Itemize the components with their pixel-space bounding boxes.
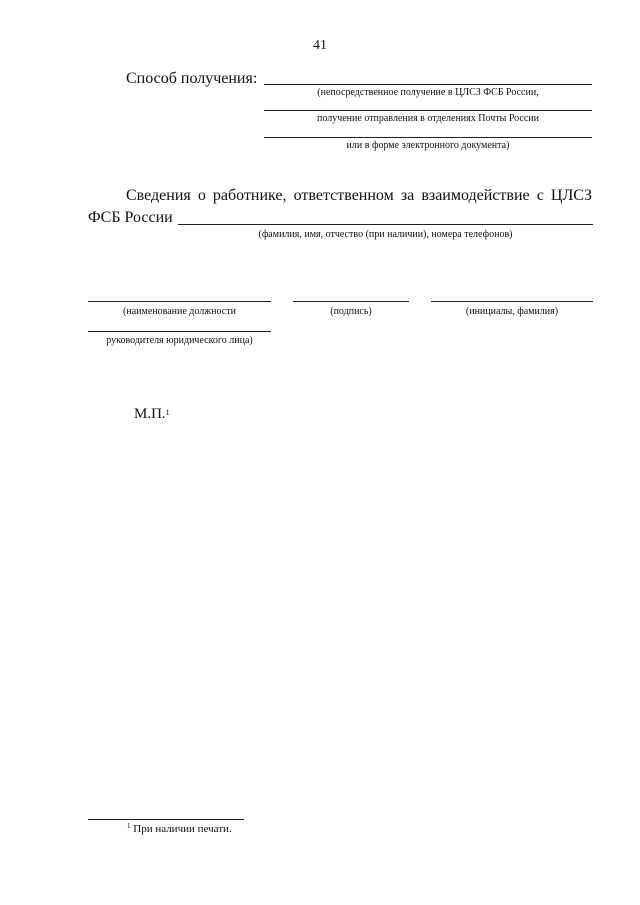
employee-hint: (фамилия, имя, отчество (при наличии), номера телефонов) — [258, 229, 513, 240]
footnote-mark: 1 — [127, 822, 131, 830]
receipt-hint-2: получение отправления в отделениях Почты России — [317, 113, 539, 124]
footnote-text: При наличии печати. — [133, 823, 232, 835]
position-line-2 — [88, 331, 271, 332]
employee-info-text: Сведения о работнике, ответственном за взаимодействие с ЦЛСЗ — [126, 187, 592, 204]
stamp-place — [134, 405, 170, 424]
page-number: 41 — [313, 38, 327, 53]
receipt-hint-1: (непосредственное получение в ЦЛСЗ ФСБ России, — [317, 87, 539, 98]
employee-line — [178, 224, 593, 225]
footnote-separator — [88, 819, 244, 820]
initials-line — [431, 301, 593, 302]
receipt-hint-3: или в форме электронного документа) — [346, 140, 510, 151]
receipt-method-label: Способ получения: — [126, 70, 258, 87]
position-line — [88, 301, 271, 302]
receipt-line-2 — [264, 110, 592, 111]
signature-line — [293, 301, 409, 302]
receipt-line-3 — [264, 137, 592, 138]
stamp-footnote-mark: 1 — [165, 408, 170, 417]
position-hint-continued: руководителя юридического лица) — [106, 335, 253, 346]
position-hint: (наименование должности — [123, 306, 236, 317]
signature-hint: (подпись) — [330, 306, 372, 317]
footnote — [127, 823, 232, 835]
receipt-line-1 — [264, 84, 592, 85]
employee-info-text-continued: ФСБ России — [88, 209, 173, 226]
stamp-label: М.П. — [134, 406, 166, 422]
initials-hint: (инициалы, фамилия) — [465, 306, 559, 317]
